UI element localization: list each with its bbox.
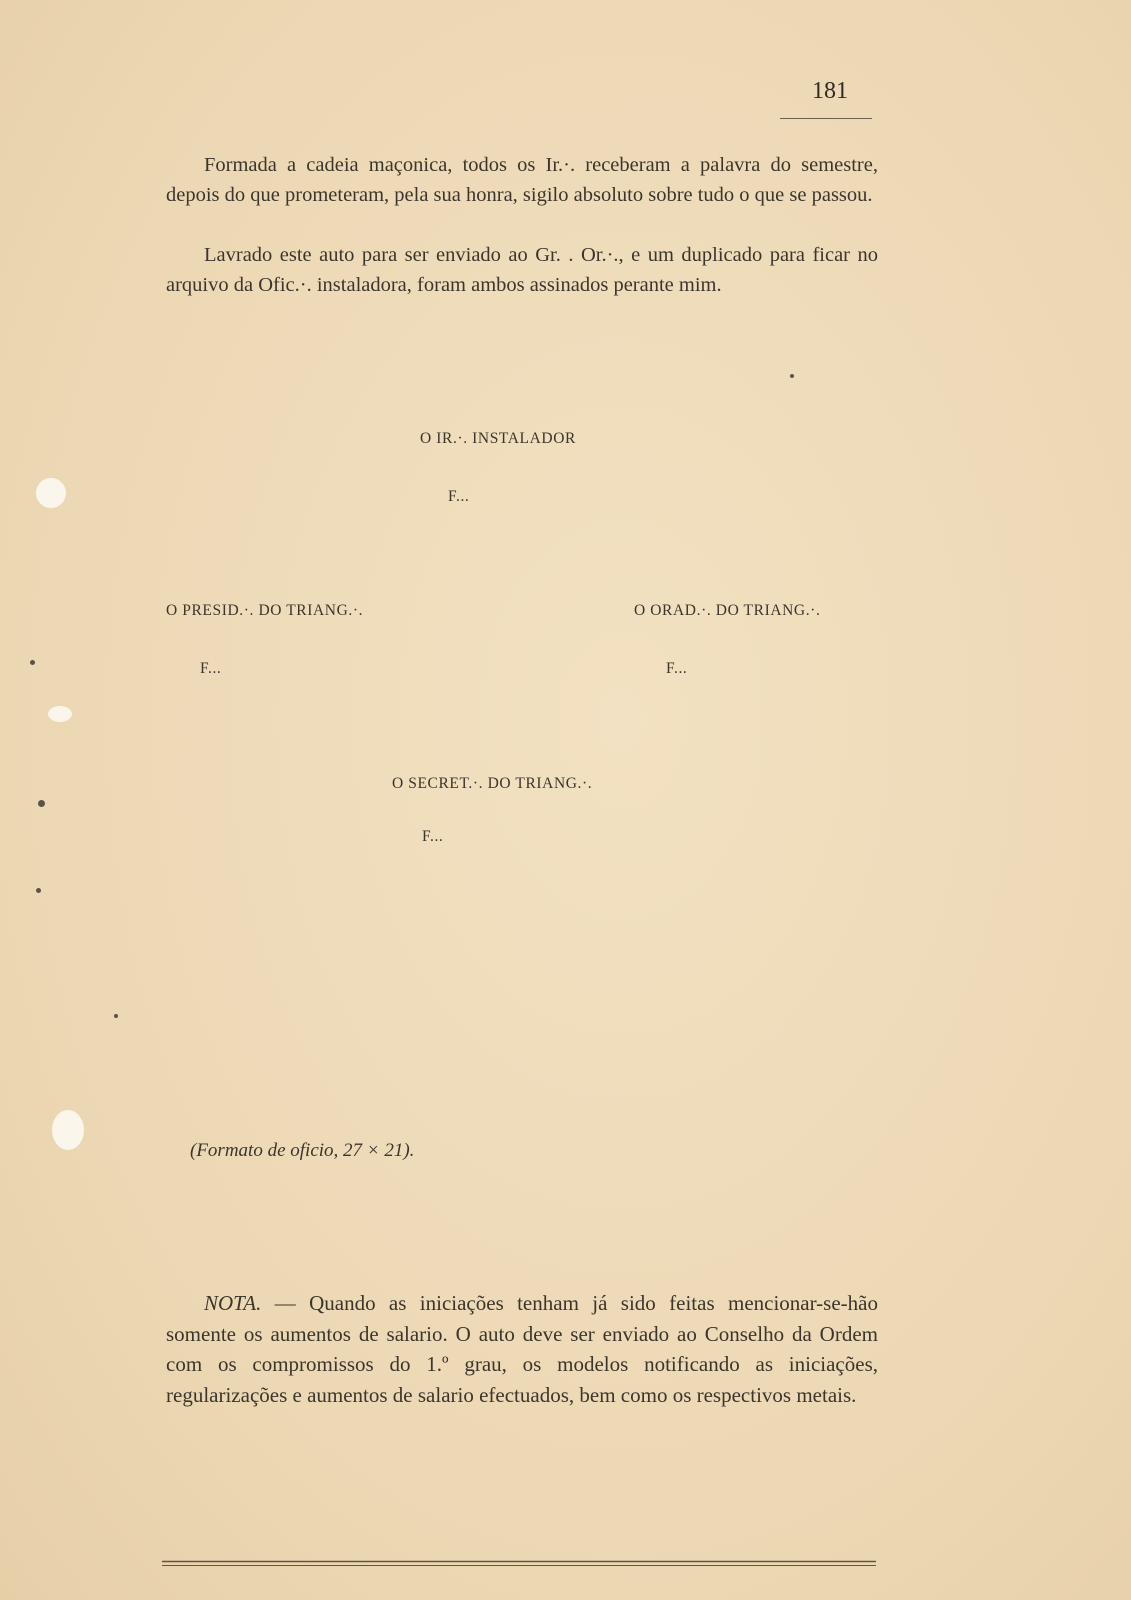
note-label: NOTA. [204,1291,262,1315]
paper-speck [36,888,41,893]
paper-speck [790,374,794,378]
format-caption: (Formato de oficio, 27 × 21). [190,1140,415,1161]
page-number-rule [780,118,872,119]
paragraph-chain-formed: Formada a cadeia maçonica, todos os Ir.·. receberam a palavra do semestre, depois do que prometeram, pela sua honra, sigilo absoluto sobre tudo o que se passou. [166,154,878,206]
president-title: O PRESID.·. DO TRIANG.·. [166,602,364,619]
paper-speck [114,1014,118,1018]
installer-title: O IR.·. INSTALADOR [420,430,576,447]
secretary-title: O SECRET.·. DO TRIANG.·. [392,775,593,792]
binding-hole [48,706,72,722]
orator-signature-mark: F... [666,660,688,677]
secretary-signature-mark: F... [422,828,444,845]
president-signature-mark: F... [200,660,222,677]
paragraph-record-drawn-up: Lavrado este auto para ser enviado ao Gr. . Or.·., e um duplicado para ficar no arquivo da Ofic.·. instaladora, foram ambos assinados perante mim. [166,244,878,296]
double-rule [160,1560,880,1568]
orator-title: O ORAD.·. DO TRIANG.·. [634,602,821,619]
page-number: 181 [812,78,848,104]
note-text: — Quando as iniciações tenham já sido feitas mencionar-se-hão somente os aumentos de salario. O auto deve ser enviado ao Conselho da Ordem com os compromissos do 1.º grau, os modelos notificando as iniciações, regularizações e aumentos de salario efectuados, bem como os respectivos metais. [166,1291,878,1407]
note-paragraph [166,1288,878,1410]
paper-speck [30,660,35,665]
binding-hole [36,478,66,508]
paper-speck [38,800,45,807]
binding-hole [52,1110,84,1150]
installer-signature-mark: F... [448,488,470,505]
